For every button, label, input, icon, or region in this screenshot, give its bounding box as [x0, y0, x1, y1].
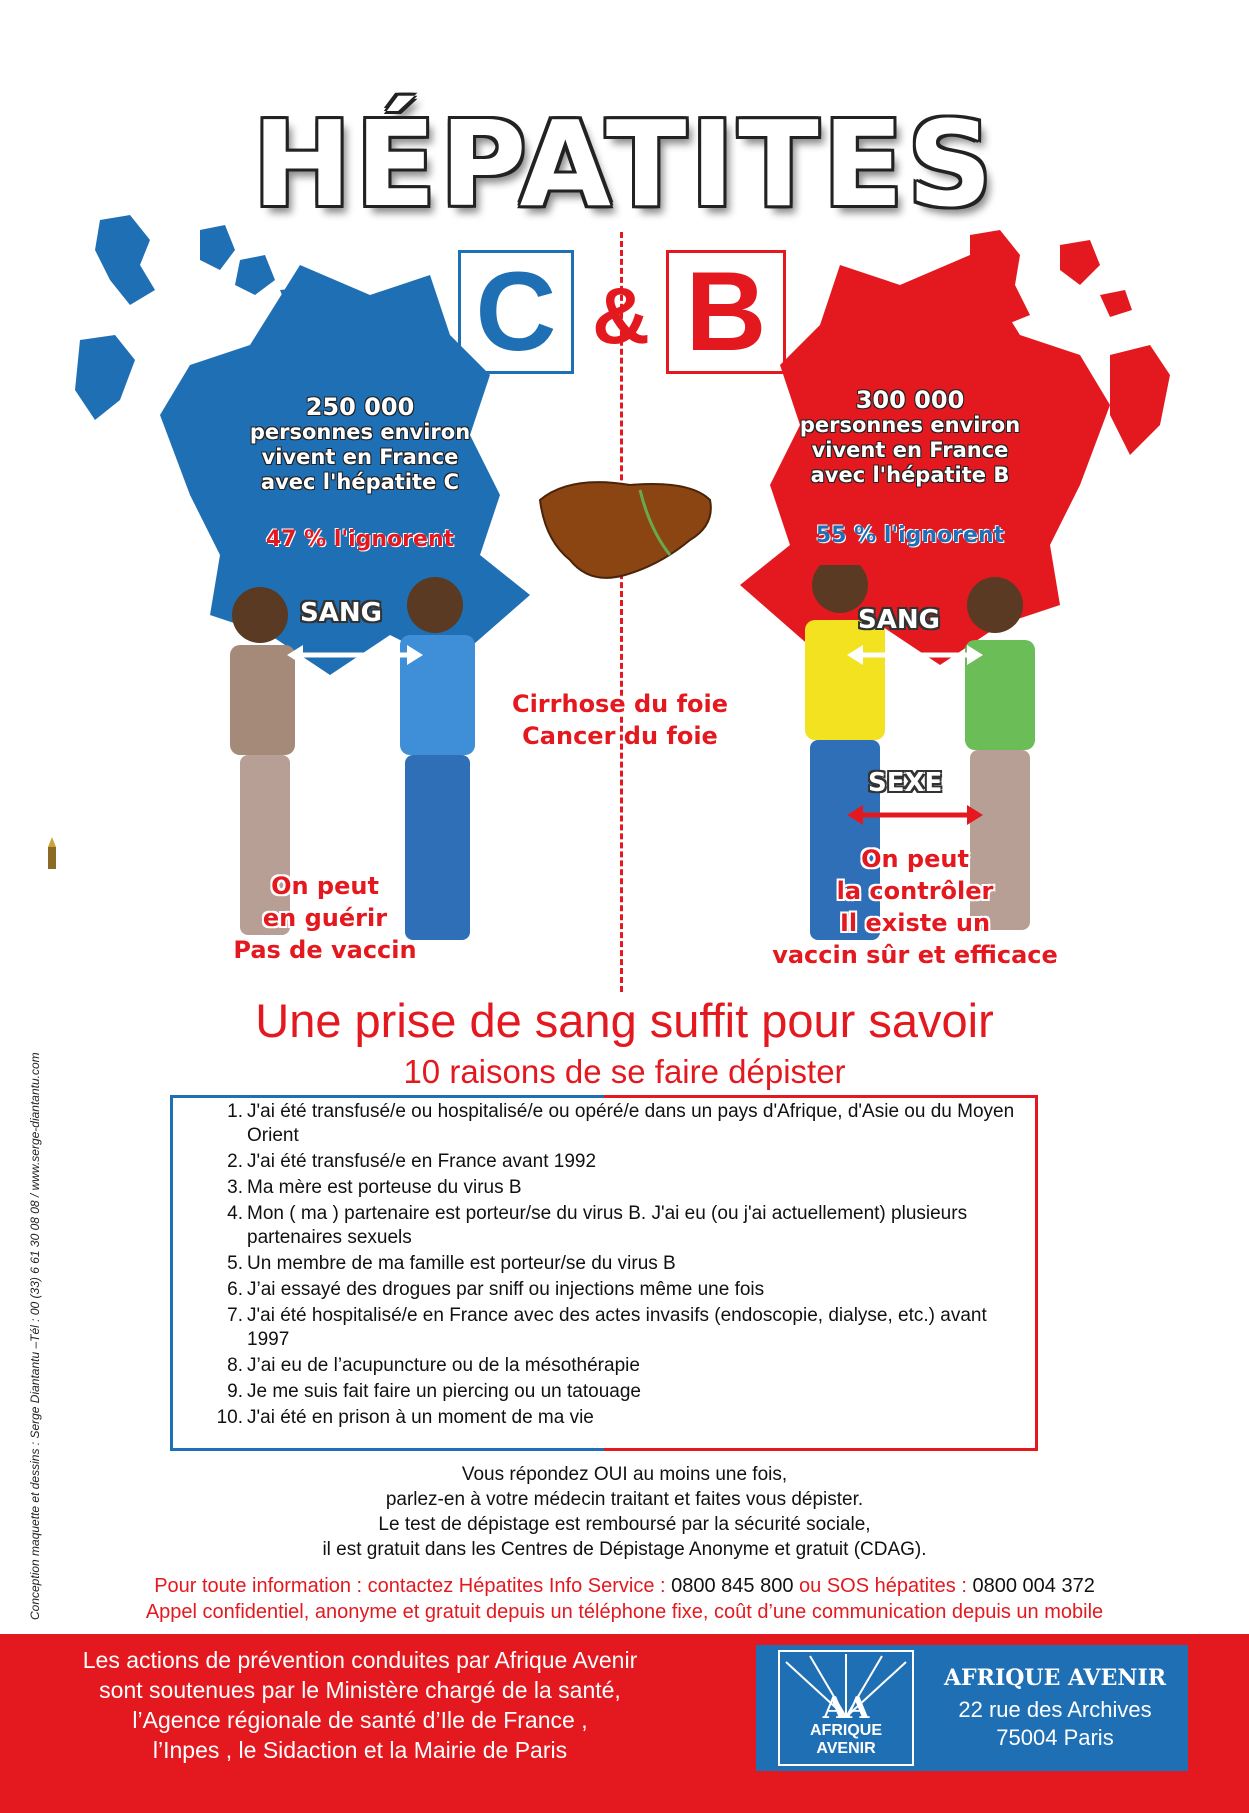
reasons-box-left-edge: [170, 1095, 173, 1451]
list-item: [215, 1252, 1030, 1276]
list-item: [215, 1176, 1030, 1200]
list-item-number: 3.: [227, 1177, 243, 1198]
organization-name: AFRIQUE AVENIR: [943, 1665, 1167, 1691]
list-item-text: Je me suis fait faire un piercing ou un tatouage: [247, 1381, 641, 1402]
ampersand: &: [592, 271, 650, 360]
design-credit: Conception maquette et dessins : Serge Diantantu –Tél : 00 (33) 6 61 30 08 08 / www.serge-diantantu.com: [28, 1052, 42, 1620]
right-footer-line1: On peut: [861, 845, 969, 873]
footer-line4: l’Inpes , le Sidaction et la Mairie de Paris: [152, 1737, 568, 1763]
footer-line3: l’Agence régionale de santé d’Ile de France ,: [132, 1707, 588, 1733]
right-footer-text: [740, 843, 1090, 971]
double-arrow-icon: [845, 640, 985, 670]
right-footer-line4: vaccin sûr et efficace: [772, 941, 1058, 969]
reasons-box-right-edge: [1035, 1095, 1038, 1451]
right-ignore-text: 55 % l'ignorent: [815, 523, 1005, 548]
left-stat-line2: vivent en France: [261, 445, 459, 469]
list-item-text: J’ai essayé des drogues par sniff ou injections même une fois: [247, 1279, 765, 1300]
headline: Une prise de sang suffit pour savoir: [255, 994, 994, 1047]
list-item-number: 8.: [227, 1355, 243, 1376]
list-item: [215, 1202, 1030, 1250]
footer-line2: sont soutenues par le Ministère chargé de la santé,: [99, 1677, 621, 1703]
list-item-number: 6.: [227, 1279, 243, 1300]
list-item: [215, 1150, 1030, 1174]
contact-prefix: Pour toute information : contactez Hépatites Info Service :: [154, 1575, 672, 1597]
artist-mark-icon: [42, 835, 62, 875]
right-footer-line3: Il existe un: [839, 909, 991, 937]
poster-title: HÉPATITES: [252, 95, 997, 233]
left-footer-line2: en guérir: [262, 904, 388, 932]
center-divider: [620, 232, 623, 992]
conclusion-line2: parlez-en à votre médecin traitant et faites vous dépister.: [385, 1489, 864, 1510]
right-arrow-label-bottom: SEXE: [868, 768, 943, 798]
left-stat-line3: avec l'hépatite C: [260, 470, 460, 494]
left-footer-line1: On peut: [271, 872, 379, 900]
center-line2: Cancer du foie: [522, 722, 718, 750]
phone-sos-hepatites[interactable]: 0800 004 372: [972, 1575, 1095, 1597]
right-footer-line2: la contrôler: [836, 877, 994, 905]
left-stat-number: 250 000: [305, 393, 415, 421]
call-conditions-line: Appel confidentiel, anonyme et gratuit depuis un téléphone fixe, coût d’une communication depuis un mobile: [145, 1601, 1104, 1623]
list-item: [215, 1304, 1030, 1352]
list-item-text: J'ai été en prison à un moment de ma vie: [247, 1407, 594, 1428]
contact-middle: ou SOS hépatites :: [793, 1575, 973, 1597]
logo-text-line2: AVENIR: [816, 1740, 876, 1757]
double-arrow-icon: [845, 800, 985, 830]
right-arrow-label-top: SANG: [858, 605, 940, 635]
list-item-text: J'ai été transfusé/e ou hospitalisé/e ou opéré/e dans un pays d'Afrique, d'Asie ou du Moyen Orient: [247, 1101, 1015, 1146]
afrique-avenir-logo: [778, 1650, 914, 1766]
right-stat-line3: avec l'hépatite B: [810, 463, 1010, 487]
letter-b-box: B: [666, 250, 786, 374]
list-item: [215, 1100, 1030, 1148]
list-item-number: 9.: [227, 1381, 243, 1402]
left-ignore-text: 47 % l'ignorent: [265, 527, 455, 552]
right-stat-line2: vivent en France: [811, 438, 1009, 462]
footer-line1: Les actions de prévention conduites par Afrique Avenir: [82, 1647, 638, 1673]
left-stat-block: [220, 395, 500, 495]
list-item-text: J’ai eu de l’acupuncture ou de la mésothérapie: [247, 1355, 640, 1376]
double-arrow-icon: [285, 640, 425, 670]
liver-icon: [530, 470, 720, 590]
svg-text:AA: AA: [822, 1691, 870, 1722]
center-line1: Cirrhose du foie: [511, 690, 729, 718]
list-item-number: 4.: [227, 1203, 243, 1224]
center-disease-text: [480, 688, 760, 752]
conclusion-line3: Le test de dépistage est remboursé par la sécurité sociale,: [378, 1514, 871, 1535]
list-item: [215, 1354, 1030, 1378]
address-line2: 75004 Paris: [996, 1725, 1114, 1750]
left-arrow-label: SANG: [300, 598, 382, 628]
subheadline: 10 raisons de se faire dépister: [403, 1053, 846, 1090]
letter-c-box: C: [458, 250, 574, 374]
left-stat-line1: personnes environ: [249, 420, 471, 444]
list-item-number: 5.: [227, 1253, 243, 1274]
list-item-number: 7.: [227, 1305, 243, 1326]
list-item: [215, 1380, 1030, 1404]
address-line1: 22 rue des Archives: [958, 1697, 1152, 1722]
list-item: [215, 1278, 1030, 1302]
list-item-number: 1.: [227, 1101, 243, 1122]
conclusion-line4: il est gratuit dans les Centres de Dépistage Anonyme et gratuit (CDAG).: [322, 1539, 927, 1560]
right-stat-number: 300 000: [855, 386, 965, 414]
list-item: [215, 1406, 1030, 1430]
phone-hepatites-info[interactable]: 0800 845 800: [671, 1575, 794, 1597]
list-item-text: J'ai été hospitalisé/e en France avec des actes invasifs (endoscopie, dialyse, etc.) avant 1997: [247, 1305, 987, 1350]
list-item-text: J'ai été transfusé/e en France avant 1992: [247, 1151, 597, 1172]
left-footer-text: [200, 870, 450, 966]
left-footer-line3: Pas de vaccin: [233, 936, 417, 964]
organization-address: [930, 1696, 1180, 1752]
contact-info-line: [0, 1575, 1249, 1598]
list-item-number: 10.: [216, 1407, 243, 1428]
right-stat-line1: personnes environ: [799, 413, 1021, 437]
footer-sponsors-text: [60, 1645, 660, 1765]
list-item-text: Mon ( ma ) partenaire est porteur/se du virus B. J'ai eu (ou j'ai actuellement) plusieurs partenaires sexuels: [247, 1203, 968, 1248]
conclusion-line1: Vous répondez OUI au moins une fois,: [461, 1464, 788, 1485]
reasons-list: [215, 1100, 1030, 1432]
list-item-text: Ma mère est porteuse du virus B: [247, 1177, 522, 1198]
sunburst-icon: [780, 1652, 912, 1722]
right-stat-block: [770, 388, 1050, 488]
conclusion-block: [0, 1462, 1249, 1562]
logo-text-line1: AFRIQUE: [810, 1722, 882, 1739]
list-item-number: 2.: [227, 1151, 243, 1172]
list-item-text: Un membre de ma famille est porteur/se du virus B: [247, 1253, 676, 1274]
